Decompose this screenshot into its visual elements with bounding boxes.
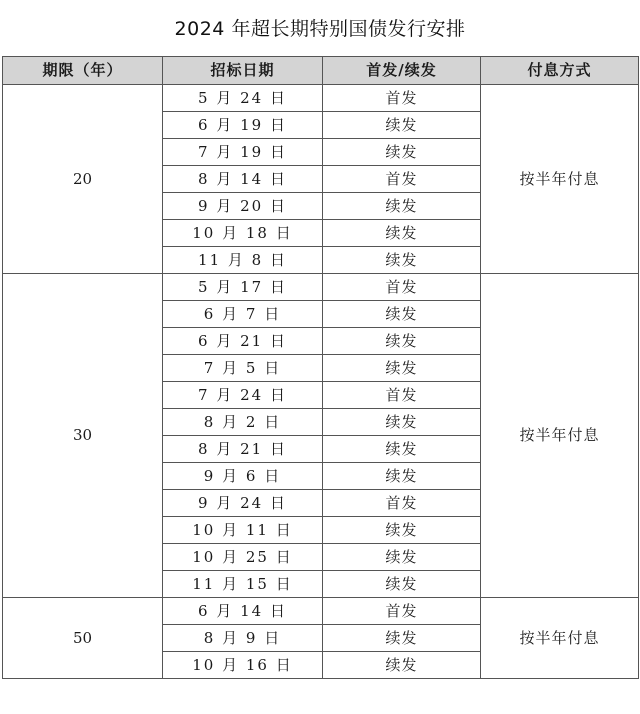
issue-type-cell: 续发 (323, 220, 481, 247)
issue-type-cell: 续发 (323, 301, 481, 328)
term-cell: 50 (3, 598, 163, 679)
auction-date-cell: 10 月 25 日 (163, 544, 323, 571)
auction-date-cell: 10 月 16 日 (163, 652, 323, 679)
table-row (3, 598, 639, 625)
header-date: 招标日期 (163, 57, 323, 85)
auction-date-cell: 7 月 24 日 (163, 382, 323, 409)
issue-type-cell: 首发 (323, 274, 481, 301)
issue-type-cell: 续发 (323, 355, 481, 382)
auction-date-cell: 9 月 6 日 (163, 463, 323, 490)
issue-type-cell: 续发 (323, 112, 481, 139)
payment-method-cell: 按半年付息 (481, 274, 639, 598)
issue-type-cell: 续发 (323, 193, 481, 220)
auction-date-cell: 6 月 21 日 (163, 328, 323, 355)
auction-date-cell: 7 月 19 日 (163, 139, 323, 166)
issue-type-cell: 续发 (323, 544, 481, 571)
issue-type-cell: 续发 (323, 517, 481, 544)
auction-date-cell: 11 月 15 日 (163, 571, 323, 598)
payment-method-cell: 按半年付息 (481, 85, 639, 274)
issue-type-cell: 续发 (323, 652, 481, 679)
auction-date-cell: 8 月 21 日 (163, 436, 323, 463)
header-payment: 付息方式 (481, 57, 639, 85)
issue-type-cell: 续发 (323, 571, 481, 598)
auction-date-cell: 7 月 5 日 (163, 355, 323, 382)
auction-date-cell: 5 月 24 日 (163, 85, 323, 112)
auction-date-cell: 8 月 9 日 (163, 625, 323, 652)
auction-date-cell: 5 月 17 日 (163, 274, 323, 301)
table-row (3, 274, 639, 301)
auction-date-cell: 8 月 14 日 (163, 166, 323, 193)
header-row (3, 57, 639, 85)
auction-date-cell: 9 月 24 日 (163, 490, 323, 517)
issue-type-cell: 首发 (323, 382, 481, 409)
issue-type-cell: 首发 (323, 85, 481, 112)
issue-type-cell: 首发 (323, 598, 481, 625)
auction-date-cell: 9 月 20 日 (163, 193, 323, 220)
auction-date-cell: 11 月 8 日 (163, 247, 323, 274)
issue-type-cell: 续发 (323, 436, 481, 463)
issue-type-cell: 续发 (323, 463, 481, 490)
payment-method-cell: 按半年付息 (481, 598, 639, 679)
issue-type-cell: 续发 (323, 247, 481, 274)
issue-type-cell: 续发 (323, 409, 481, 436)
auction-date-cell: 8 月 2 日 (163, 409, 323, 436)
issue-type-cell: 首发 (323, 166, 481, 193)
table-row (3, 85, 639, 112)
term-cell: 20 (3, 85, 163, 274)
issue-type-cell: 首发 (323, 490, 481, 517)
header-type: 首发/续发 (323, 57, 481, 85)
header-term: 期限（年） (3, 57, 163, 85)
bond-schedule-table (2, 56, 639, 679)
term-cell: 30 (3, 274, 163, 598)
auction-date-cell: 6 月 7 日 (163, 301, 323, 328)
issue-type-cell: 续发 (323, 625, 481, 652)
auction-date-cell: 6 月 19 日 (163, 112, 323, 139)
issue-type-cell: 续发 (323, 139, 481, 166)
issue-type-cell: 续发 (323, 328, 481, 355)
page-title: 2024 年超长期特别国债发行安排 (174, 18, 466, 40)
table-body (3, 85, 639, 679)
auction-date-cell: 10 月 11 日 (163, 517, 323, 544)
auction-date-cell: 10 月 18 日 (163, 220, 323, 247)
auction-date-cell: 6 月 14 日 (163, 598, 323, 625)
